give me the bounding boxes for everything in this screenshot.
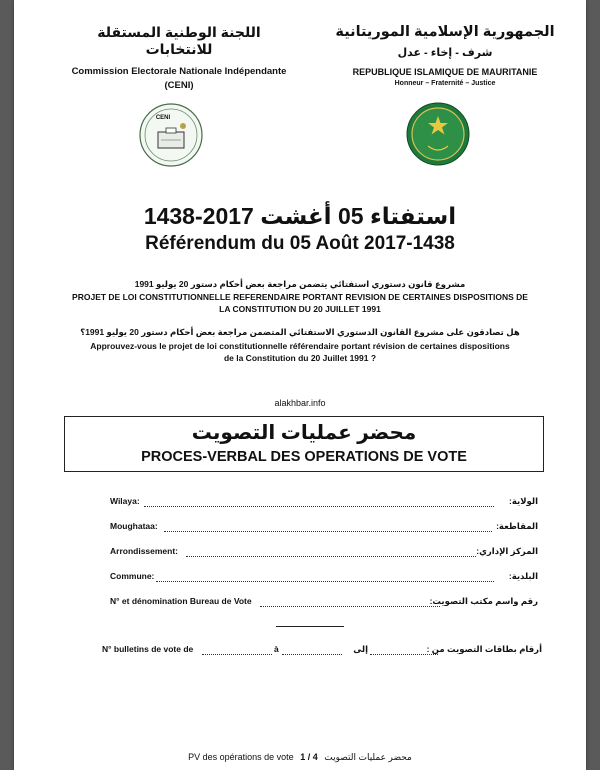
pv-title-fr: PROCES-VERBAL DES OPERATIONS DE VOTE (141, 449, 467, 465)
national-seal-icon (406, 102, 470, 166)
page-footer (14, 752, 586, 763)
moughataa-input-line[interactable] (164, 531, 492, 532)
document-page (14, 0, 586, 770)
bulletins-to-input-line[interactable] (282, 654, 342, 655)
republic-motto-fr: Honneur – Fraternité – Justice (394, 80, 496, 87)
bulletins-label-ar: أرقام بطاقات التصويت من : (426, 644, 542, 654)
republic-title-fr: REPUBLIQUE ISLAMIQUE DE MAURITANIE (352, 67, 538, 77)
question-ar: هل تصادقون على مشروع القانون الدستوري الاستفتائي المتضمن مراجعة بعض أحكام دستور 20 يوليو 1991؟ (80, 327, 520, 337)
bureau-label-ar: رقم واسم مكتب التصويت: (429, 596, 538, 606)
ceni-logo-label: CENI (155, 115, 171, 121)
mauritania-seal (406, 102, 470, 166)
question-fr-line1: Approuvez-vous le projet de loi constitutionnelle référendaire portant révision de certaines dispositions (90, 341, 510, 351)
moughataa-label-ar: المقاطعة: (496, 521, 538, 531)
bulletins-to-label-fr: à (274, 644, 279, 654)
page-number: 1 / 4 (300, 752, 318, 762)
wilaya-label-ar: الولاية: (509, 496, 538, 506)
bulletins-label-fr: N° bulletins de vote de (102, 644, 194, 654)
pv-title-box (64, 416, 544, 472)
footer-label-fr: PV des opérations de vote (188, 752, 294, 762)
commune-label-fr: Commune: (110, 571, 155, 581)
pv-title-ar: محضر عمليات التصويت (191, 422, 417, 444)
commune-label-ar: البلدية: (508, 571, 538, 581)
referendum-title-ar: استفتاء 05 أغشت 2017-1438 (143, 203, 457, 229)
arrondissement-label-fr: Arrondissement: (110, 546, 179, 556)
ceni-name-fr: Commission Electorale Nationale Indépendante (71, 66, 287, 77)
ceni-title-ar: اللجنة الوطنية المستقلة للانتخابات (97, 24, 261, 57)
arrondissement-input-line[interactable] (186, 556, 476, 557)
bureau-input-line[interactable] (260, 606, 440, 607)
arrondissement-label-ar: المركز الإداري: (476, 546, 538, 556)
wilaya-label-fr: Wilaya: (110, 496, 140, 506)
footer-label-ar: محضر عمليات التصويت (324, 752, 412, 762)
bureau-label-fr: N° et dénomination Bureau de Vote (110, 596, 252, 606)
ceni-acronym: (CENI) (164, 80, 194, 91)
bulletins-to-label-ar: إلى (353, 644, 368, 654)
referendum-title-fr: Référendum du 05 Août 2017-1438 (145, 233, 455, 254)
law-title-fr-line2: LA CONSTITUTION DU 20 JUILLET 1991 (219, 304, 381, 314)
question-fr-line2: de la Constitution du 20 Juillet 1991 ? (223, 353, 377, 363)
law-title-fr-line1: PROJET DE LOI CONSTITUTIONNELLE REFERENDAIRE PORTANT REVISION DE CERTAINES DISPOSITIONS DE (72, 292, 528, 302)
law-title-ar: مشروع قانون دستوري استفتائي يتضمن مراجعة بعض أحكام دستور 20 يوليو 1991 (134, 279, 466, 289)
bulletins-from-input-line[interactable] (202, 654, 272, 655)
ceni-title-fr (54, 65, 304, 93)
republic-title-ar: الجمهورية الإسلامية الموريتانية (335, 24, 555, 40)
ceni-logo-icon (138, 102, 204, 168)
ceni-logo (138, 102, 204, 168)
wilaya-input-line[interactable] (144, 506, 494, 507)
commune-input-line[interactable] (156, 581, 494, 582)
separator-rule (276, 626, 344, 627)
source-watermark: alakhbar.info (274, 398, 326, 408)
republic-motto-ar: شرف - إخاء - عدل (397, 47, 493, 59)
moughataa-label-fr: Moughataa: (110, 521, 158, 531)
